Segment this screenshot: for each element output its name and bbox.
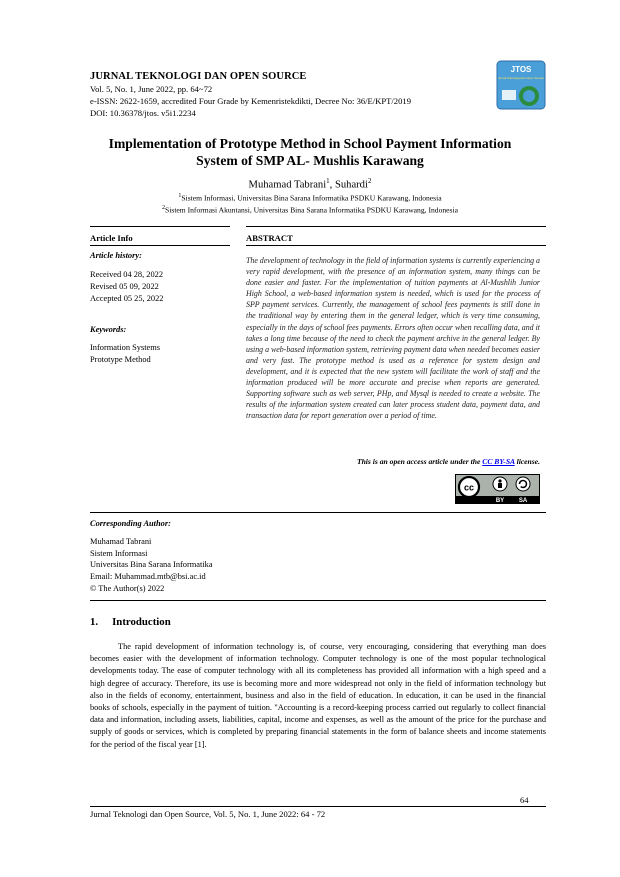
section-number: 1.: [90, 616, 99, 628]
svg-text:cc: cc: [463, 482, 475, 493]
section-body: The rapid development of information technology is, of course, very encouraging, considering that everything man does becomes easier with the development of information technology. Computer technology is one of the most popular technological developments today. The ease of computer technology with all its completeness has provided all information with a high speed and a high degree of accuracy. Therefore, its use is becoming more and more widespread not only in the field of information technology but also in the fields of economy, entertainment, business and also in the field of education. In education, it can be used in the financial books of schools, especially in the payment of tuition. "Accounting is a record-keeping process carried out regularly to collect financial data and information, including assets, liabilities, capital, income and expenses, as well as the amount of the price for the purchase and supply of goods or services, which is completed by preparing financial statements in the form of balance sheets and income statements for the period of the fiscal year [1].: [90, 642, 546, 749]
volume-line: Vol. 5, No. 1, June 2022, pp. 64~72: [90, 84, 213, 94]
page-number: 64: [520, 795, 529, 805]
title-line-2: System of SMP AL- Mushlis Karawang: [196, 153, 424, 168]
author-1: Muhamad Tabrani: [248, 179, 327, 191]
corresponding-top-rule: [90, 512, 546, 513]
info-heading-rule: [90, 245, 230, 246]
journal-logo: [496, 60, 546, 110]
author-2: Suhardi: [334, 179, 368, 191]
corresponding-dept: Sistem Informasi: [90, 549, 148, 558]
keyword-1: Information Systems: [90, 343, 161, 352]
logo-subtext: Jurnal Teknologi dan Open Source: [498, 76, 544, 80]
article-title: [60, 135, 560, 169]
authors: [0, 177, 620, 191]
abstract-heading: ABSTRACT: [246, 233, 293, 243]
journal-name: JURNAL TEKNOLOGI DAN OPEN SOURCE: [90, 71, 307, 82]
keywords-label: Keywords:: [90, 325, 127, 334]
logo-text: JTOS: [510, 65, 532, 74]
info-top-rule: [90, 226, 230, 227]
revised-date: Revised 05 09, 2022: [90, 282, 159, 291]
license-suffix: license.: [514, 457, 540, 466]
section-heading: [90, 616, 171, 628]
section-title: Introduction: [112, 616, 171, 628]
article-info-heading: Article Info: [90, 233, 133, 243]
affiliation-2-sup: 2: [162, 205, 166, 211]
corresponding-author-heading: Corresponding Author:: [90, 519, 171, 528]
cc-by-sa-badge[interactable]: [455, 474, 540, 504]
cc-by-label: BY: [495, 498, 505, 504]
keyword-2: Prototype Method: [90, 355, 151, 364]
footer-rule: [90, 806, 546, 807]
received-date: Received 04 28, 2022: [90, 270, 164, 279]
affiliation-2: [0, 205, 620, 215]
issn-line: e-ISSN: 2622-1659, accredited Four Grade by Kemenristekdikti, Decree No: 36/E/KPT/2019: [90, 96, 411, 106]
license-prefix: This is an open access article under the: [356, 457, 483, 466]
affiliation-2-text: Sistem Informasi Akuntansi, Universitas Bina Sarana Informatika PSDKU Karawang, Indonesia: [165, 205, 458, 215]
corresponding-name: Muhamad Tabrani: [90, 537, 152, 546]
title-line-1: Implementation of Prototype Method in School Payment Information: [108, 136, 512, 151]
affiliation-1-text: Sistem Informasi, Universitas Bina Sarana Informatika PSDKU Karawang, Indonesia: [181, 193, 442, 203]
abstract-text: The development of technology in the field of information systems is currently experiencing a very rapid development, with the presence of an information system, many things can be done easier and faster. For the implementation of tuition payments at Al-Mushlih Junior High School, a web-based information system is needed, which is used for the process of SPP payment services. Currently, the management of school fees payments is still done in the traditional way by entering them in the general ledger, which is very time consuming, especially in the days of school fees payments. Errors often occur when recalling data, and it takes a long time because of the need to check the payment archive in the general ledger. By using a web-based information system, retrieving payment data when needed becomes easier and very fast. The prototype method is used as a reference for system design and development, and it is expected that the new system will facilitate the work of staff and the information produced will be more accurate and precise when reports are generated. Supporting software such as web server, PHp, and Mysql is needed to create a website. The results of the information system created can later process student data, payment data, and transaction data for report generation over a period of time.: [246, 256, 541, 421]
license-link[interactable]: CC BY-SA: [482, 457, 515, 466]
footer-citation: Jurnal Teknologi dan Open Source, Vol. 5, No. 1, June 2022: 64 - 72: [90, 809, 326, 819]
doi-line: DOI: 10.36378/jtos. v5i1.2234: [90, 108, 196, 118]
license-statement: [246, 457, 540, 466]
sa-share-icon: [516, 477, 530, 491]
author-1-sup: 1: [326, 177, 330, 185]
abstract-heading-rule: [246, 245, 546, 246]
author-separator: ,: [329, 179, 335, 191]
copyright-line: © The Author(s) 2022: [90, 584, 165, 593]
cc-sa-label: SA: [518, 498, 528, 504]
abstract-top-rule: [246, 226, 546, 227]
accepted-date: Accepted 05 25, 2022: [90, 294, 164, 303]
article-history-label: Article history:: [90, 251, 142, 260]
affiliation-1: [0, 193, 620, 203]
corresponding-bottom-rule: [90, 600, 546, 601]
author-2-sup: 2: [367, 177, 372, 185]
corresponding-email: Email: Muhammad.mtb@bsi.ac.id: [90, 572, 206, 581]
affiliation-1-sup: 1: [178, 193, 182, 199]
corresponding-univ: Universitas Bina Sarana Informatika: [90, 560, 213, 569]
